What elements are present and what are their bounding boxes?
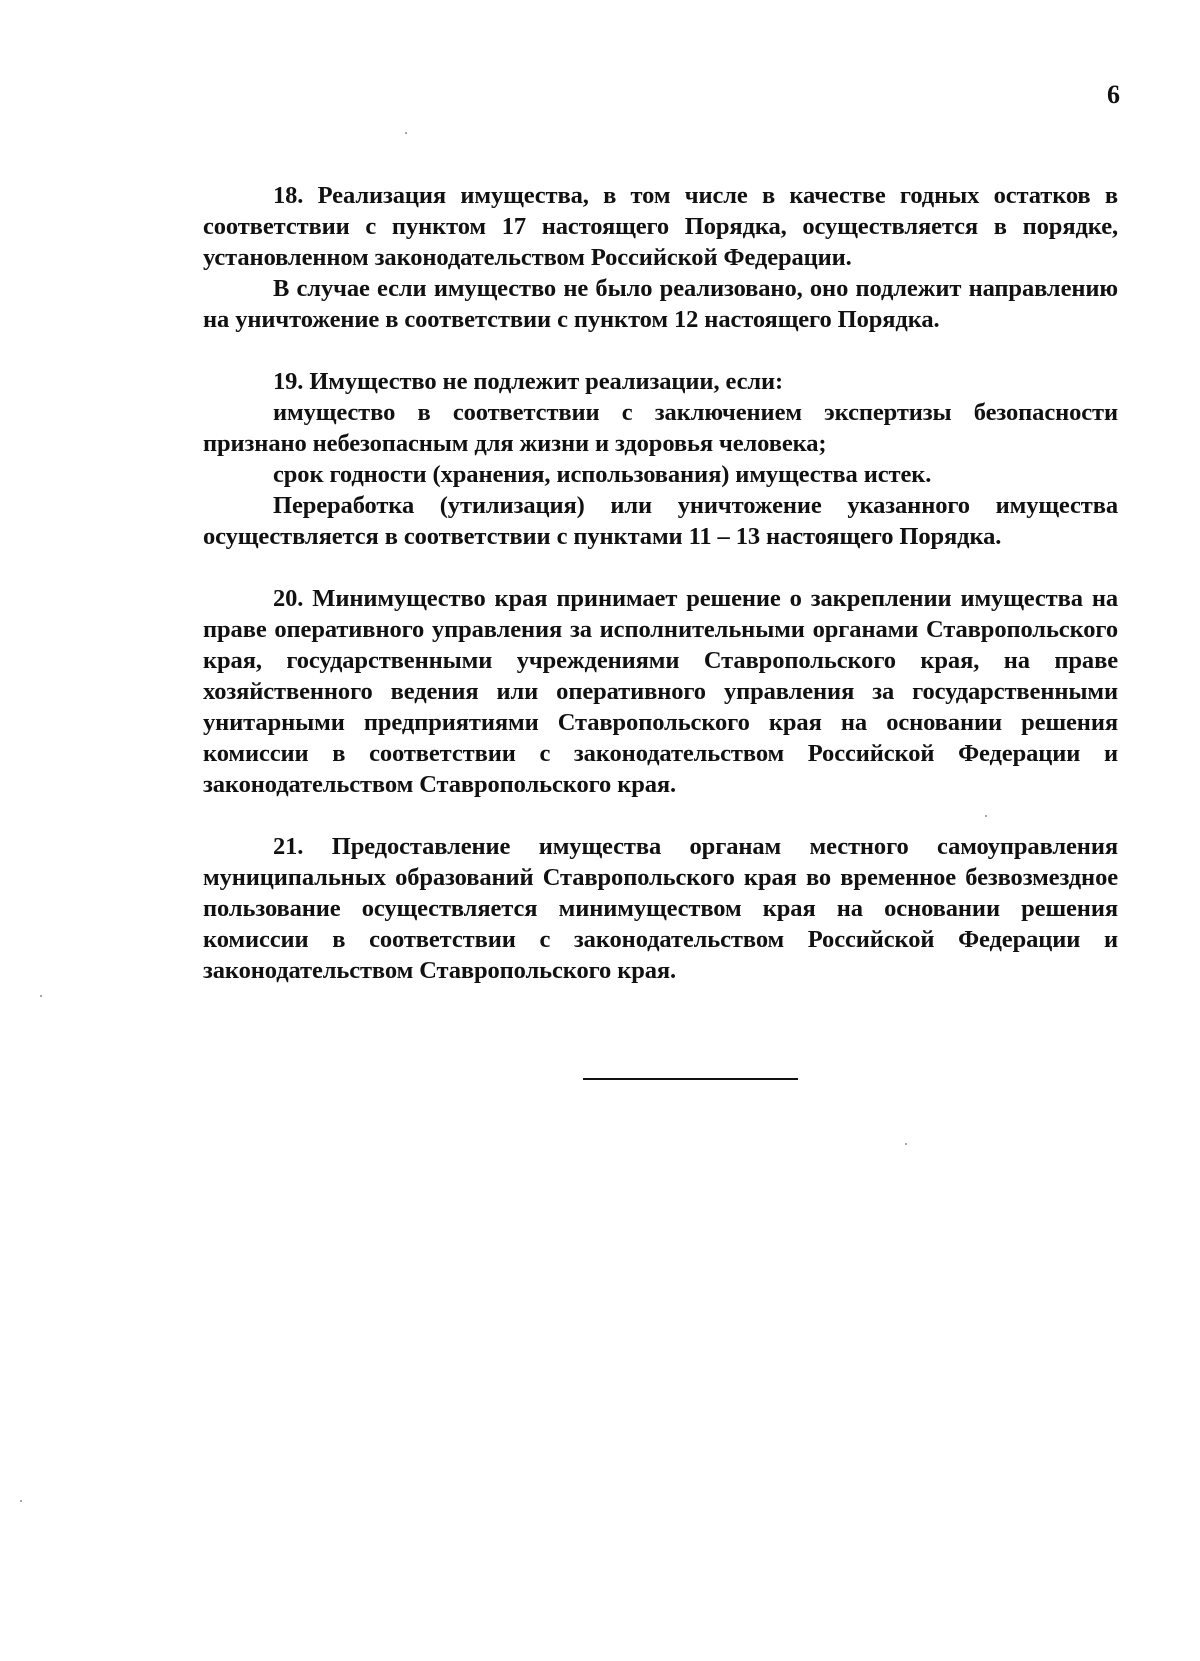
paragraph: 20. Минимущество края принимает решение о закреплении имущества на праве оперативного управления за исполнительными органами Ставропольского края, государственными учреждениями Ставропольского края, на праве хозяйственного ведения или оперативного управления за государственными унитарными предприятиями Ставропольского края на основании решения комиссии в соответствии с законодательством Российской Федерации и законодательством Ставропольского края. bbox=[203, 585, 1118, 798]
paragraph: 21. Предоставление имущества органам местного самоуправления муниципальных образований Ставропольского края во временное безвозмездное пользование осуществляется минимуществом края на основании решения комиссии в соответствии с законодательством Российской Федерации и законодательством Ставропольского края. bbox=[203, 833, 1118, 984]
section-18 bbox=[203, 180, 1118, 335]
scan-speck bbox=[405, 132, 407, 134]
section-19 bbox=[203, 366, 1118, 552]
paragraph: имущество в соответствии с заключением экспертизы безопасности признано небезопасным для жизни и здоровья человека; bbox=[203, 399, 1118, 457]
end-of-document-rule bbox=[583, 1078, 798, 1080]
scan-speck bbox=[985, 815, 987, 817]
paragraph: 19. Имущество не подлежит реализации, если: bbox=[273, 368, 784, 395]
page-number: 6 bbox=[1107, 80, 1120, 109]
scan-speck bbox=[40, 995, 42, 997]
paragraph: 18. Реализация имущества, в том числе в качестве годных остатков в соответствии с пунктом 17 настоящего Порядка, осуществляется в порядке, установленном законодательством Российской Федерации. bbox=[203, 182, 1118, 271]
paragraph: В случае если имущество не было реализовано, оно подлежит направлению на уничтожение в соответствии с пунктом 12 настоящего Порядка. bbox=[203, 275, 1118, 333]
section-21 bbox=[203, 831, 1118, 986]
paragraph: срок годности (хранения, использования) имущества истек. bbox=[273, 461, 932, 488]
scan-speck bbox=[20, 1500, 22, 1502]
document-body bbox=[203, 180, 1118, 1017]
paragraph: Переработка (утилизация) или уничтожение указанного имущества осуществляется в соответствии с пунктами 11 – 13 настоящего Порядка. bbox=[203, 492, 1118, 550]
scan-speck bbox=[905, 1143, 907, 1145]
section-20 bbox=[203, 583, 1118, 800]
